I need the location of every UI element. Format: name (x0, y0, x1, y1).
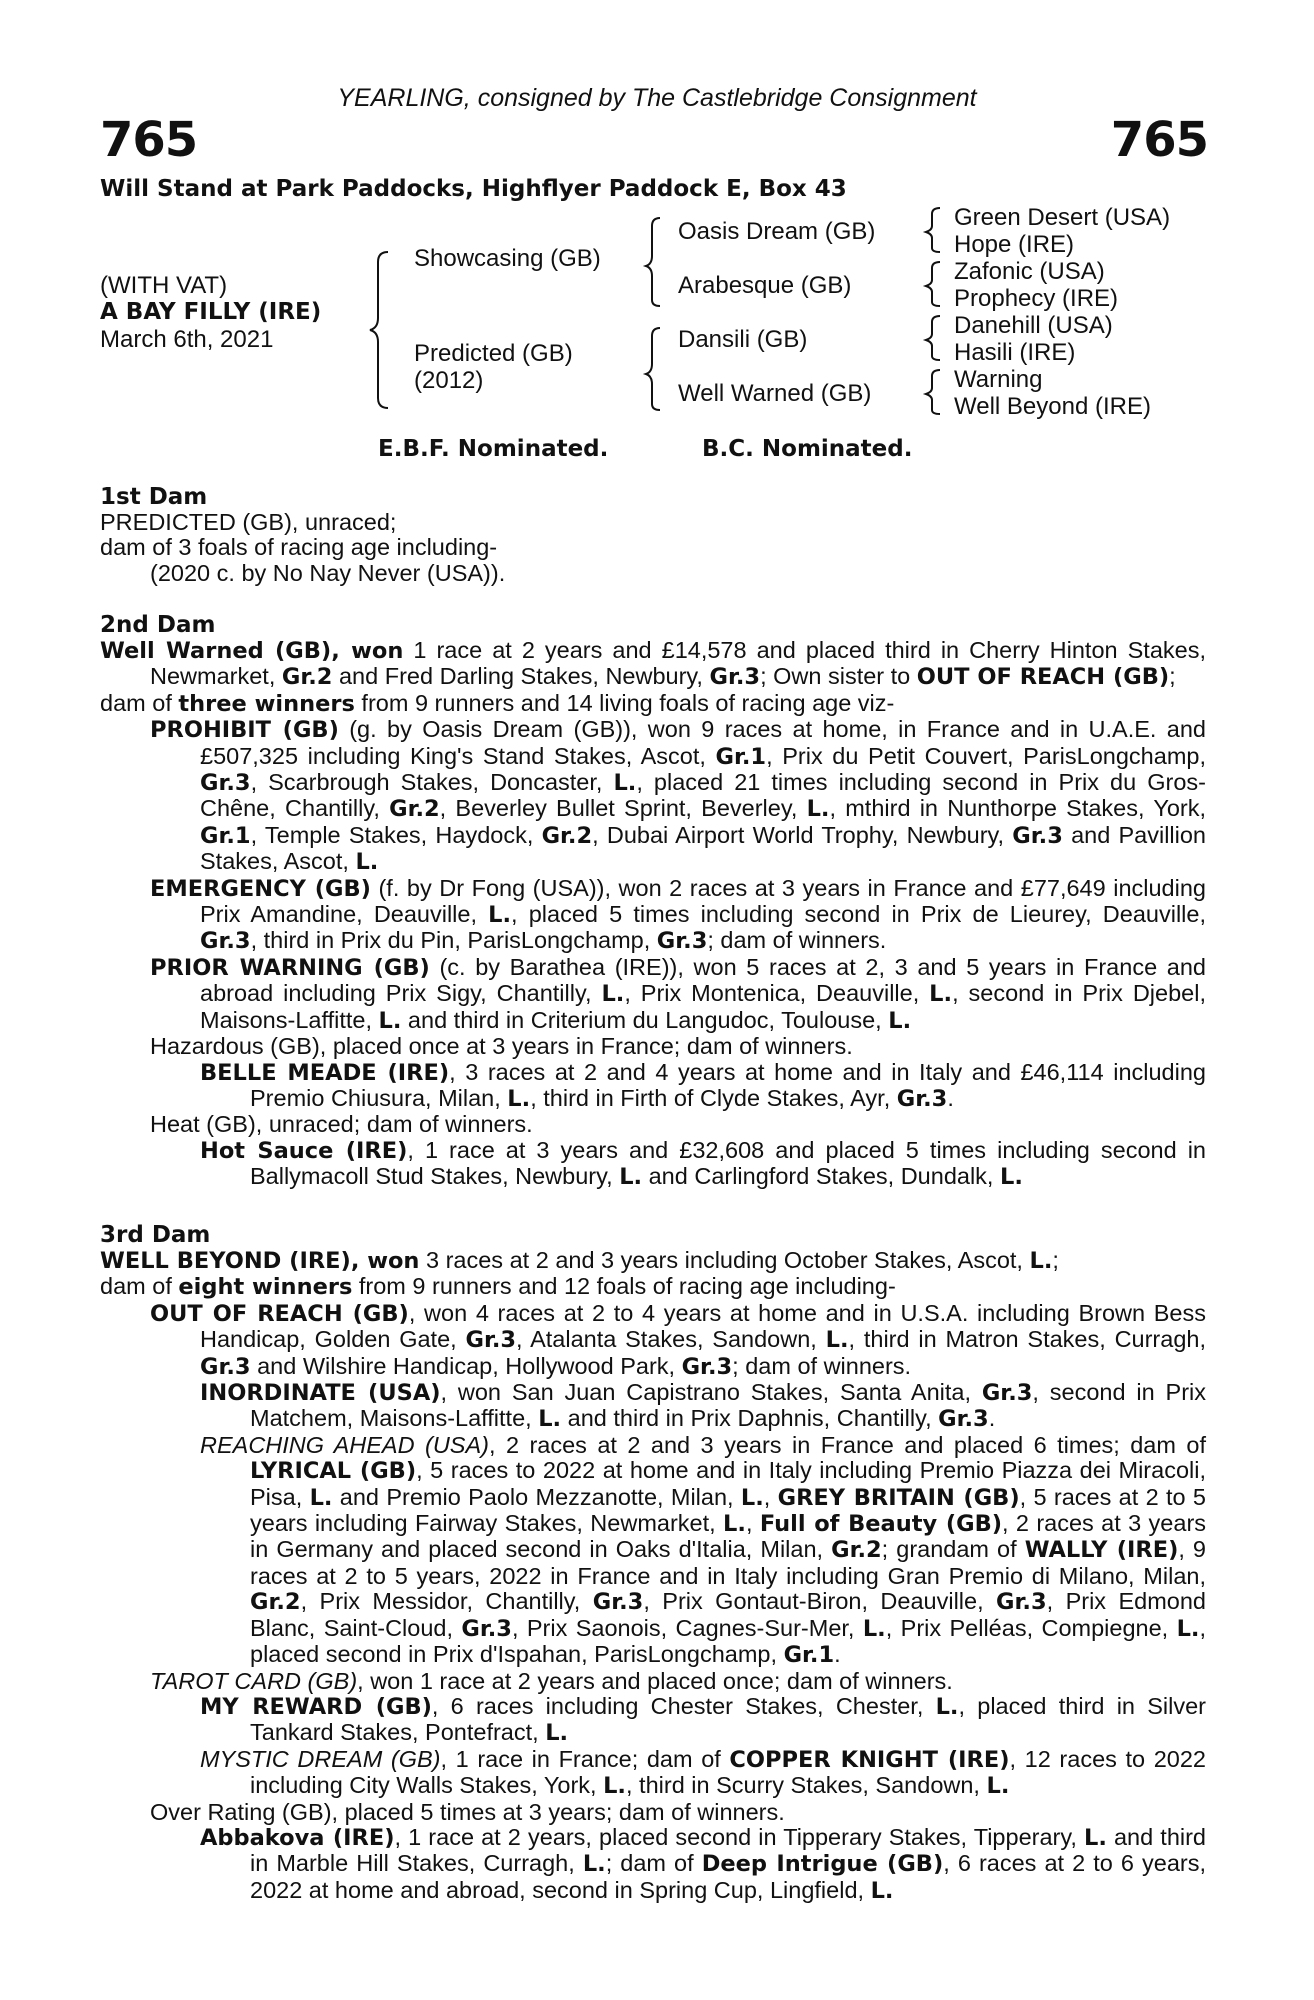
second-dam-heading: 2nd Dam (100, 612, 216, 638)
bc-nomination: B.C. Nominated. (702, 436, 913, 462)
third-dam-section (100, 1248, 1206, 1904)
produce-mystic-dream: MYSTIC DREAM (GB), 1 race in France; dam of COPPER KNIGHT (IRE), 12 races to 2022 including City Walls Stakes, York, L., third in Scurry Stakes, Sandown, L. (200, 1745, 1207, 1800)
second-dam-para: Well Warned (GB), won 1 race at 2 years and £14,578 and placed third in Cherry Hinton Stakes, Newmarket, Gr.2 and Fred Darling Stakes, Newbury, Gr.3; Own sister to OUT OF REACH (GB); (100, 637, 1206, 691)
dam-dam: Well Warned (GB) (678, 380, 872, 407)
vat-note: (WITH VAT) (100, 272, 228, 299)
produce-over-rating: Over Rating (GB), placed 5 times at 3 years; dam of winners. (150, 1798, 785, 1825)
gen4-3: Zafonic (USA) (954, 258, 1105, 285)
lot-number-right: 765 (1110, 112, 1208, 168)
produce-prohibit: PROHIBIT (GB) (g. by Oasis Dream (GB)), won 9 races at home, in France and in U.A.E. and £507,325 including King's Stand Stakes, Ascot, Gr.1, Prix du Petit Couvert, ParisLongchamp, Gr.3, Scarbrough Stakes, Doncaster, L., placed 21 times including second in Prix du Gros-Chêne, Chantilly, Gr.2, Beverley Bullet Sprint, Beverley, L., mthird in Nunthorpe Stakes, York, Gr.1, Temple Stakes, Haydock, Gr.2, Dubai Airport World Trophy, Newbury, Gr.3 and Pavillion Stakes, Ascot, L. (150, 716, 1207, 876)
horse-name: A BAY FILLY (IRE) (100, 299, 322, 325)
produce-heat: Heat (GB), unraced; dam of winners. (150, 1111, 533, 1138)
gen4-5: Danehill (USA) (954, 312, 1113, 339)
catalogue-subtitle: YEARLING, consigned by The Castlebridge Consignment (337, 84, 977, 112)
produce-reaching-ahead: REACHING AHEAD (USA), 2 races at 2 and 3 years in France and placed 6 times; dam of LYRICAL (GB), 5 races to 2022 at home and in Italy including Premio Piazza dei Miracoli, Pisa, L. and Premio Paolo Mezzanotte, Milan, L., GREY BRITAIN (GB), 5 races at 2 to 5 years including Fairway Stakes, Newmarket, L., Full of Beauty (GB), 2 races at 3 years in Germany and placed second in Oaks d'Italia, Milan, Gr.2; grandam of WALLY (IRE), 9 races at 2 to 5 years, 2022 in France and in Italy including Gran Premio di Milano, Milan, Gr.2, Prix Messidor, Chantilly, Gr.3, Prix Gontaut-Biron, Deauville, Gr.3, Prix Edmond Blanc, Saint-Cloud, Gr.3, Prix Saonois, Cagnes-Sur-Mer, L., Prix Pelléas, Compiegne, L., placed second in Prix d'Ispahan, ParisLongchamp, Gr.1. (200, 1431, 1207, 1669)
produce-tarot-card: TAROT CARD (GB), won 1 race at 2 years and placed once; dam of winners. (150, 1667, 953, 1694)
first-dam-line1: PREDICTED (GB), unraced; (100, 509, 397, 535)
dam-year: (2012) (414, 367, 484, 394)
first-dam-heading: 1st Dam (100, 484, 208, 510)
gen4-7: Warning (954, 366, 1043, 393)
gen4-2: Hope (IRE) (954, 231, 1075, 258)
first-dam-section (100, 510, 1206, 586)
gen4-4: Prophecy (IRE) (954, 285, 1119, 312)
dam-name-bold: Well Warned (GB) (100, 638, 332, 664)
first-dam-line2: dam of 3 foals of racing age including- (100, 534, 498, 561)
produce-emergency: EMERGENCY (GB) (f. by Dr Fong (USA)), won 2 races at 3 years in France and £77,649 including Prix Amandine, Deauville, L., placed 5 times including second in Prix de Lieurey, Deauville, Gr.3, third in Prix du Pin, ParisLongchamp, Gr.3; dam of winners. (150, 874, 1206, 955)
second-dam-produce-summary: dam of three winners from 9 runners and 14 living foals of racing age viz- (100, 689, 895, 717)
sire-name: Showcasing (GB) (414, 245, 601, 272)
stabling-location: Will Stand at Park Paddocks, Highflyer Paddock E, Box 43 (100, 176, 847, 202)
third-dam-heading: 3rd Dam (100, 1222, 211, 1248)
second-dam-section (100, 638, 1206, 1191)
dam-name: Predicted (GB) (414, 340, 573, 367)
first-dam-line3: (2020 c. by No Nay Never (USA)). (150, 559, 506, 586)
foaling-date: March 6th, 2021 (100, 326, 274, 353)
produce-hazardous: Hazardous (GB), placed once at 3 years in France; dam of winners. (150, 1033, 853, 1060)
produce-prior-warning: PRIOR WARNING (GB) (c. by Barathea (IRE)), won 5 races at 2, 3 and 5 years in France and abroad including Prix Sigy, Chantilly, L., Prix Montenica, Deauville, L., second in Prix Djebel, Maisons-Laffitte, L. and third in Criterium du Langudoc, Toulouse, L. (150, 953, 1206, 1034)
sire-sire: Oasis Dream (GB) (678, 218, 876, 245)
gen4-6: Hasili (IRE) (954, 339, 1076, 366)
dam-sire: Dansili (GB) (678, 326, 808, 353)
produce-belle-meade: BELLE MEADE (IRE), 3 races at 2 and 4 years at home and in Italy and £46,114 including Premio Chiusura, Milan, L., third in Firth of Clyde Stakes, Ayr, Gr.3. (200, 1058, 1206, 1112)
gen4-1: Green Desert (USA) (954, 204, 1171, 231)
sire-dam: Arabesque (GB) (678, 272, 852, 299)
produce-hot-sauce: Hot Sauce (IRE), 1 race at 3 years and £32,608 and placed 5 times including second in Ballymacoll Stud Stakes, Newbury, L. and Carlingford Stakes, Dundalk, L. (200, 1136, 1206, 1191)
gen4-8: Well Beyond (IRE) (954, 393, 1151, 420)
produce-out-of-reach: OUT OF REACH (GB), won 4 races at 2 to 4 years at home and in U.S.A. including Brown Bess Handicap, Golden Gate, Gr.3, Atalanta Stakes, Sandown, L., third in Matron Stakes, Curragh, Gr.3 and Wilshire Handicap, Hollywood Park, Gr.3; dam of winners. (150, 1299, 1207, 1380)
third-dam-para: WELL BEYOND (IRE), won 3 races at 2 and 3 years including October Stakes, Ascot, L.; (100, 1247, 1059, 1274)
third-dam-produce-summary: dam of eight winners from 9 runners and 12 foals of racing age including- (100, 1273, 896, 1301)
produce-inordinate: INORDINATE (USA), won San Juan Capistrano Stakes, Santa Anita, Gr.3, second in Prix Matchem, Maisons-Laffitte, L. and third in Prix Daphnis, Chantilly, Gr.3. (200, 1379, 1206, 1433)
lot-number-left: 765 (100, 112, 198, 168)
produce-abbakova: Abbakova (IRE), 1 race at 2 years, placed second in Tipperary Stakes, Tipperary, L. and third in Marble Hill Stakes, Curragh, L.; dam of Deep Intrigue (GB), 6 races at 2 to 6 years, 2022 at home and abroad, second in Spring Cup, Lingfield, L. (200, 1823, 1206, 1904)
ebf-nomination: E.B.F. Nominated. (378, 436, 609, 462)
produce-my-reward: MY REWARD (GB), 6 races including Chester Stakes, Chester, L., placed third in Silver Tankard Stakes, Pontefract, L. (200, 1692, 1207, 1747)
